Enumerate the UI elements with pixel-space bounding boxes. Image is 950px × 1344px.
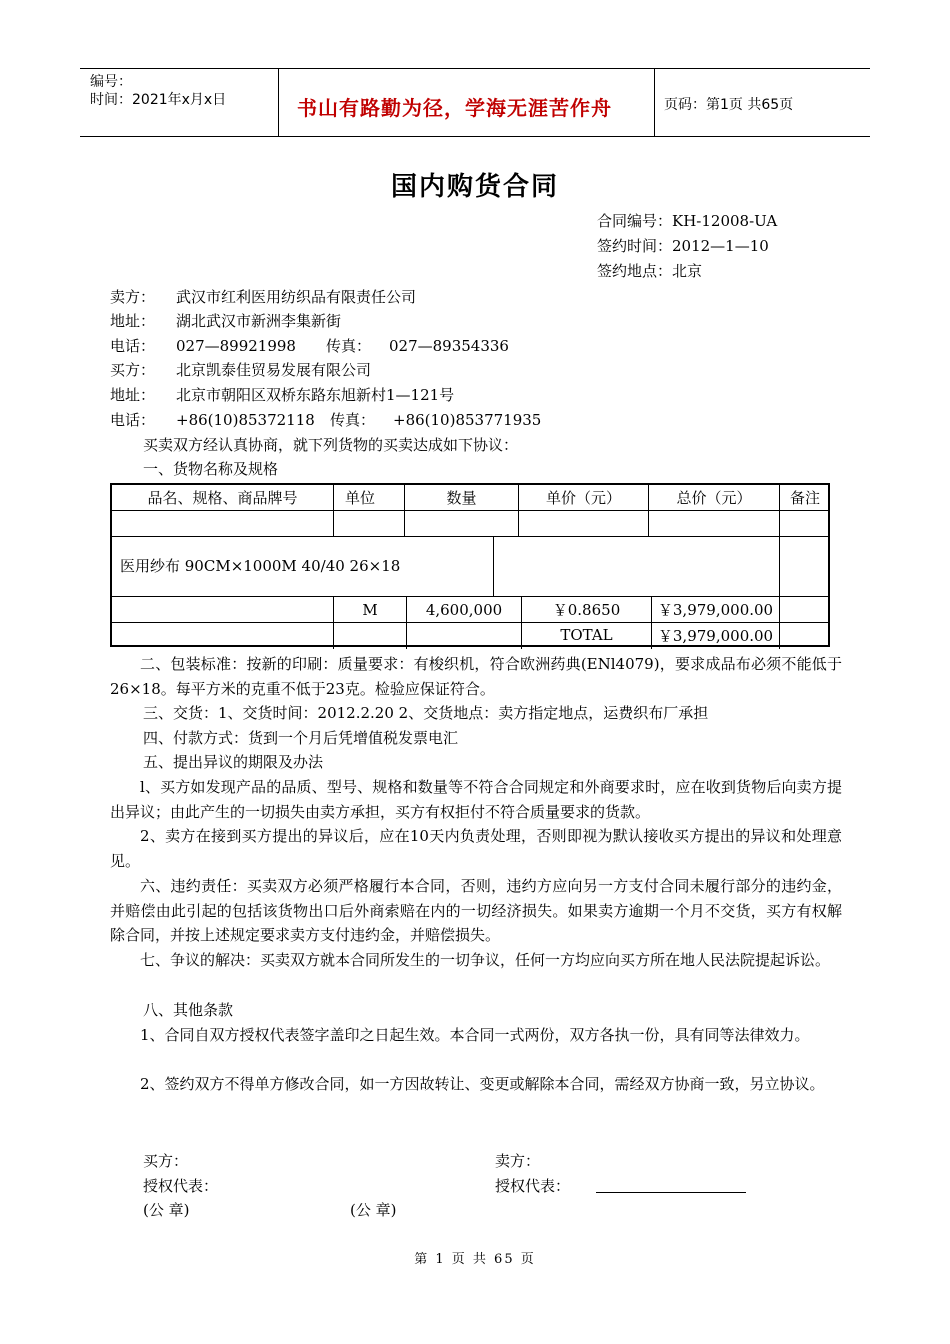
goods-table [110, 483, 830, 647]
header-page-info: 页码：第1页 共65页 [664, 97, 794, 113]
cell-quantity: 4,600,000 [425, 601, 503, 619]
cell-unit-price: ￥0.8650 [552, 601, 621, 619]
seal-seller: (公 章) [350, 1201, 397, 1219]
table-rule [112, 510, 828, 511]
seller-address: 湖北武汉市新洲李集新街 [176, 312, 342, 330]
buyer-phone-label: 电话： [110, 411, 156, 429]
buyer-fax: +86(10)853771935 [393, 411, 542, 429]
buyer-phone: +86(10)85372118 [176, 411, 315, 429]
header-time-label: 时间：2021年x月x日 [90, 92, 227, 108]
seal-buyer: (公 章) [143, 1201, 190, 1219]
clause-other-1: 1、合同自双方授权代表签字盖印之日起生效。本合同一式两份，双方各执一份，具有同等法律效力。 [140, 1026, 810, 1044]
header-motto: 书山有路勤为径，学海无涯苦作舟 [297, 96, 612, 120]
header-number-label: 编号： [90, 74, 132, 90]
document-title: 国内购货合同 [390, 172, 559, 202]
signature-buyer: 买方： [143, 1152, 189, 1170]
table-rule [112, 596, 828, 597]
seller-address-label: 地址： [110, 312, 156, 330]
header-divider-right [654, 68, 655, 136]
section-goods-title: 一、货物名称及规格 [143, 460, 279, 478]
col-header-unit: 单位 [344, 489, 375, 507]
page-footer: 第 1 页 共 65 页 [414, 1252, 536, 1267]
clause-objection-title: 五、提出异议的期限及办法 [143, 753, 324, 771]
table-rule [112, 622, 828, 623]
header-bottom-rule [80, 136, 870, 137]
cell-unit: M [362, 601, 378, 619]
clause-objection-1: l、买方如发现产品的品质、型号、规格和数量等不符合合同规定和外商要求时，应在收到货物后向卖方提出异议；由此产生的一切损失由卖方承担，买方有权拒付不符合质量要求的货款。 [110, 778, 842, 821]
seller-phone: 027—89921998 [176, 337, 296, 355]
signature-buyer-rep: 授权代表： [143, 1177, 219, 1195]
buyer-address-label: 地址： [110, 386, 156, 404]
col-header-remark: 备注 [789, 489, 820, 507]
seller-fax: 027—89354336 [389, 337, 509, 355]
col-header-product: 品名、规格、商品牌号 [147, 489, 298, 507]
table-rule [779, 596, 780, 649]
col-header-unit-price: 单价（元） [545, 489, 621, 507]
table-rule [779, 536, 780, 596]
signature-line [596, 1192, 746, 1193]
total-label: TOTAL [560, 626, 613, 644]
buyer-fax-label: 传真： [330, 411, 376, 429]
table-rule [112, 536, 828, 537]
seller-fax-label: 传真： [326, 337, 372, 355]
buyer-label: 买方： [110, 361, 156, 379]
grand-total: ￥3,979,000.00 [657, 627, 774, 645]
intro-text: 买卖双方经认真协商，就下列货物的买卖达成如下协议： [143, 436, 519, 454]
buyer-name: 北京凯泰佳贸易发展有限公司 [176, 361, 372, 379]
contract-number: 合同编号：KH-12008-UA [597, 212, 778, 230]
signature-seller: 卖方： [495, 1152, 541, 1170]
seller-phone-label: 电话： [110, 337, 156, 355]
header-divider-left [278, 68, 279, 136]
clause-payment: 四、付款方式：货到一个月后凭增值税发票电汇 [143, 729, 459, 747]
signature-seller-rep: 授权代表： [495, 1177, 571, 1195]
clause-other-title: 八、其他条款 [143, 1001, 234, 1019]
clause-other-2: 2、签约双方不得单方修改合同，如一方因故转让、变更或解除本合同，需经双方协商一致，另立协议。 [140, 1075, 825, 1093]
header-top-rule [80, 68, 870, 69]
product-description: 医用纱布 90CM×1000M 40/40 26×18 [120, 557, 401, 575]
table-rule [493, 536, 494, 596]
clause-objection-2: 2、卖方在接到买方提出的异议后，应在10天内负责处理，否则即视为默认接收买方提出的异议和处理意见。 [110, 827, 842, 870]
sign-time: 签约时间：2012—1—10 [597, 237, 769, 255]
cell-total-price: ￥3,979,000.00 [657, 601, 774, 619]
sign-place: 签约地点：北京 [597, 262, 703, 280]
buyer-address: 北京市朝阳区双桥东路东旭新村1—121号 [176, 386, 455, 404]
clause-packing: 二、包装标准：按新的印刷：质量要求：有梭织机，符合欧洲药典(ENl4079)，要求成品布必须不能低于26×18。每平方米的克重不低于23克。检验应保证符合。 [110, 655, 842, 698]
clause-breach: 六、违约责任：买卖双方必须严格履行本合同，否则，违约方应向另一方支付合同未履行部分的违约金，并赔偿由此引起的包括该货物出口后外商索赔在内的一切经济损失。如果卖方逾期一个月不交货，买方有权解除合同，并按上述规定要求卖方支付违约金，并赔偿损失。 [110, 877, 842, 944]
clause-delivery: 三、交货：1、交货时间：2012.2.20 2、交货地点：卖方指定地点，运费织布厂承担 [143, 704, 709, 722]
seller-label: 卖方： [110, 288, 156, 306]
seller-name: 武汉市红利医用纺织品有限责任公司 [176, 288, 417, 306]
col-header-quantity: 数量 [446, 489, 477, 507]
col-header-total-price: 总价（元） [676, 489, 752, 507]
clause-dispute: 七、争议的解决：买卖双方就本合同所发生的一切争议，任何一方均应向买方所在地人民法院提起诉讼。 [140, 951, 831, 969]
